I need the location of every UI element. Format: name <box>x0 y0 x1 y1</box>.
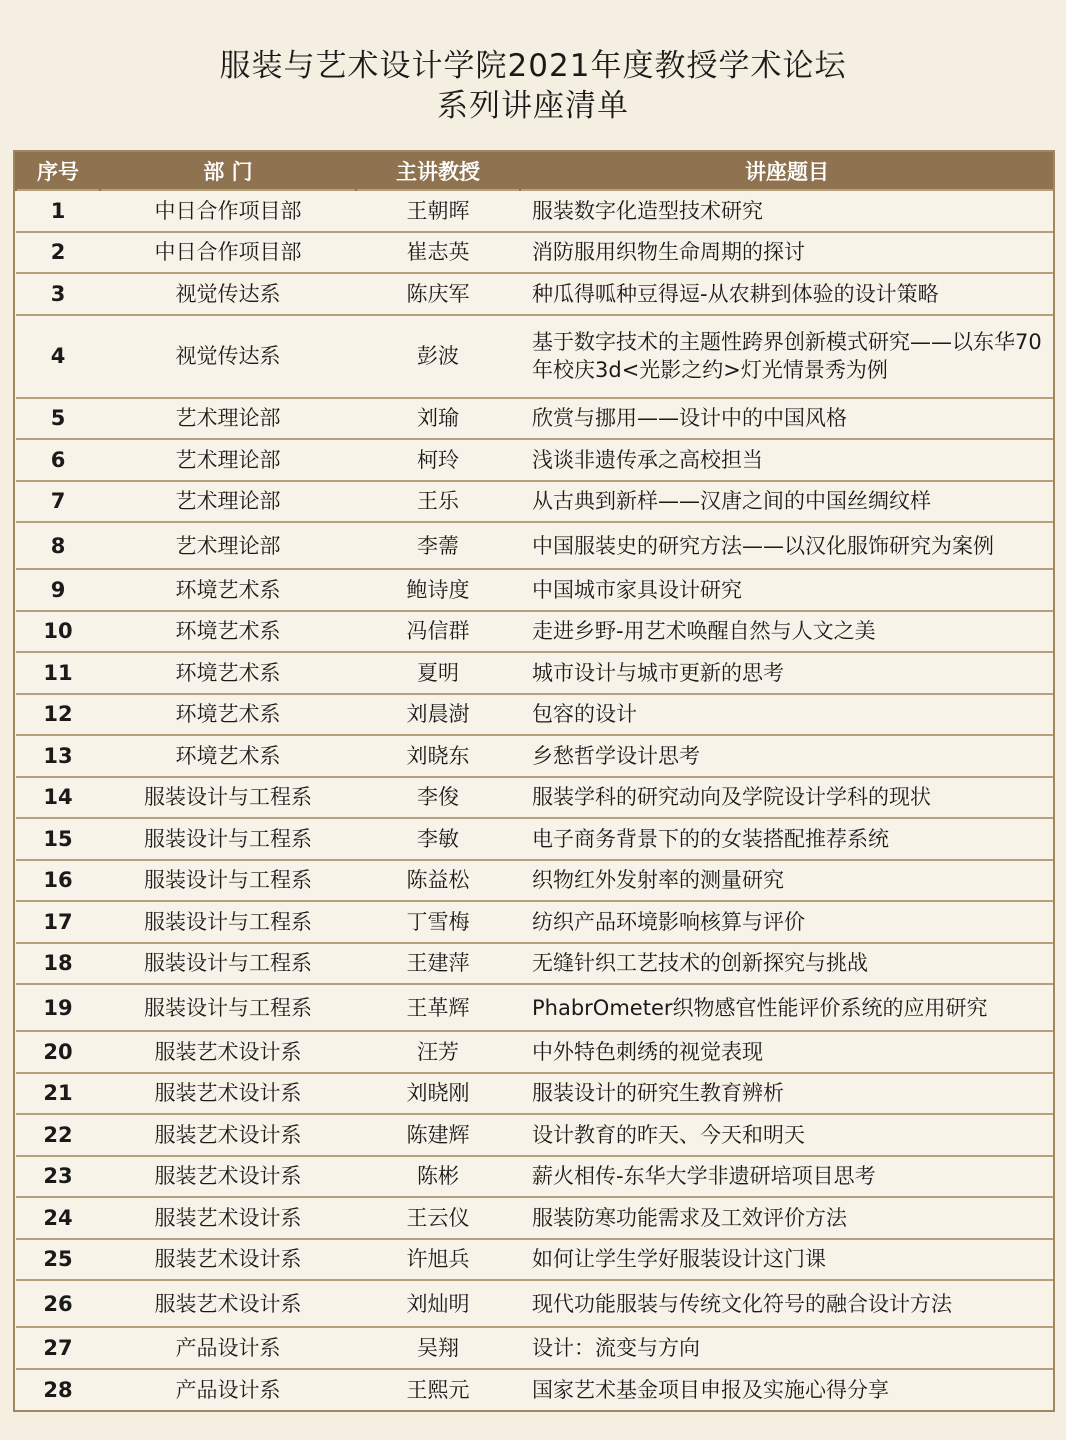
row-topic: 设计：流变与方向 <box>520 1327 1053 1369</box>
row-index: 23 <box>16 1156 100 1198</box>
table-row <box>16 652 1053 694</box>
row-professor: 刘灿明 <box>356 1280 520 1327</box>
row-department: 环境艺术系 <box>100 611 356 653</box>
row-professor: 陈益松 <box>356 860 520 902</box>
row-department: 服装艺术设计系 <box>100 1156 356 1198</box>
table-row <box>16 190 1053 232</box>
row-professor: 李敏 <box>356 818 520 860</box>
row-index: 21 <box>16 1073 100 1115</box>
row-index: 14 <box>16 777 100 819</box>
row-topic: 中国服装史的研究方法——以汉化服饰研究为案例 <box>520 522 1053 569</box>
row-topic: 如何让学生学好服装设计这门课 <box>520 1239 1053 1281</box>
row-department: 中日合作项目部 <box>100 232 356 274</box>
table-row <box>16 1239 1053 1281</box>
row-professor: 王革辉 <box>356 984 520 1031</box>
row-topic: 电子商务背景下的的女装搭配推荐系统 <box>520 818 1053 860</box>
table-row <box>16 860 1053 902</box>
row-professor: 李薷 <box>356 522 520 569</box>
row-department: 服装艺术设计系 <box>100 1239 356 1281</box>
row-index: 25 <box>16 1239 100 1281</box>
row-department: 环境艺术系 <box>100 652 356 694</box>
row-professor: 刘晨澍 <box>356 694 520 736</box>
header-department: 部 门 <box>100 152 356 190</box>
row-index: 4 <box>16 315 100 398</box>
row-professor: 吴翔 <box>356 1327 520 1369</box>
title-line-1: 服装与艺术设计学院2021年度教授学术论坛 <box>219 48 847 84</box>
header-index: 序号 <box>16 152 100 190</box>
row-department: 艺术理论部 <box>100 522 356 569</box>
table-row <box>16 901 1053 943</box>
row-index: 1 <box>16 190 100 232</box>
row-department: 产品设计系 <box>100 1327 356 1369</box>
row-topic: 纺织产品环境影响核算与评价 <box>520 901 1053 943</box>
row-topic: 浅谈非遗传承之高校担当 <box>520 439 1053 481</box>
row-index: 16 <box>16 860 100 902</box>
row-professor: 王熙元 <box>356 1369 520 1411</box>
table-row <box>16 1031 1053 1073</box>
row-index: 2 <box>16 232 100 274</box>
row-department: 服装设计与工程系 <box>100 777 356 819</box>
row-department: 艺术理论部 <box>100 439 356 481</box>
row-index: 10 <box>16 611 100 653</box>
row-index: 15 <box>16 818 100 860</box>
row-topic: 服装数字化造型技术研究 <box>520 190 1053 232</box>
table-row <box>16 777 1053 819</box>
table-row <box>16 1073 1053 1115</box>
title-line-2: 系列讲座清单 <box>437 88 629 124</box>
table-row <box>16 694 1053 736</box>
table-row <box>16 984 1053 1031</box>
row-topic: 种瓜得呱种豆得逗-从农耕到体验的设计策略 <box>520 273 1053 315</box>
row-index: 5 <box>16 398 100 440</box>
row-department: 服装艺术设计系 <box>100 1280 356 1327</box>
row-professor: 王云仪 <box>356 1197 520 1239</box>
row-professor: 彭波 <box>356 315 520 398</box>
row-professor: 李俊 <box>356 777 520 819</box>
row-topic: 服装设计的研究生教育辨析 <box>520 1073 1053 1115</box>
row-professor: 王建萍 <box>356 943 520 985</box>
row-professor: 王朝晖 <box>356 190 520 232</box>
row-topic: 消防服用织物生命周期的探讨 <box>520 232 1053 274</box>
row-index: 8 <box>16 522 100 569</box>
row-topic: 无缝针织工艺技术的创新探究与挑战 <box>520 943 1053 985</box>
table-row <box>16 735 1053 777</box>
row-index: 6 <box>16 439 100 481</box>
row-topic: 国家艺术基金项目申报及实施心得分享 <box>520 1369 1053 1411</box>
table-row <box>16 818 1053 860</box>
row-professor: 夏明 <box>356 652 520 694</box>
row-department: 服装设计与工程系 <box>100 860 356 902</box>
row-professor: 鲍诗度 <box>356 569 520 611</box>
row-topic: 欣赏与挪用——设计中的中国风格 <box>520 398 1053 440</box>
row-topic: 现代功能服装与传统文化符号的融合设计方法 <box>520 1280 1053 1327</box>
row-department: 服装艺术设计系 <box>100 1073 356 1115</box>
row-topic: 走进乡野-用艺术唤醒自然与人文之美 <box>520 611 1053 653</box>
row-index: 13 <box>16 735 100 777</box>
row-department: 服装艺术设计系 <box>100 1031 356 1073</box>
table-row <box>16 943 1053 985</box>
row-topic: 中外特色刺绣的视觉表现 <box>520 1031 1053 1073</box>
row-professor: 汪芳 <box>356 1031 520 1073</box>
row-department: 服装设计与工程系 <box>100 901 356 943</box>
table-row <box>16 1114 1053 1156</box>
document-title <box>0 46 1066 126</box>
row-index: 28 <box>16 1369 100 1411</box>
row-index: 7 <box>16 481 100 523</box>
row-topic: 中国城市家具设计研究 <box>520 569 1053 611</box>
row-index: 24 <box>16 1197 100 1239</box>
row-topic: 薪火相传-东华大学非遗研培项目思考 <box>520 1156 1053 1198</box>
row-department: 产品设计系 <box>100 1369 356 1411</box>
row-department: 视觉传达系 <box>100 273 356 315</box>
table-row <box>16 273 1053 315</box>
table-row <box>16 569 1053 611</box>
table-row <box>16 1369 1053 1411</box>
header-professor: 主讲教授 <box>356 152 520 190</box>
row-professor: 冯信群 <box>356 611 520 653</box>
row-professor: 刘晓刚 <box>356 1073 520 1115</box>
row-index: 27 <box>16 1327 100 1369</box>
table-header-row <box>16 152 1053 190</box>
table-row <box>16 1197 1053 1239</box>
row-department: 服装艺术设计系 <box>100 1114 356 1156</box>
row-topic: 设计教育的昨天、今天和明天 <box>520 1114 1053 1156</box>
row-department: 服装设计与工程系 <box>100 943 356 985</box>
row-index: 19 <box>16 984 100 1031</box>
row-topic: 服装防寒功能需求及工效评价方法 <box>520 1197 1053 1239</box>
row-professor: 王乐 <box>356 481 520 523</box>
header-topic: 讲座题目 <box>520 152 1053 190</box>
row-topic: 基于数字技术的主题性跨界创新模式研究——以东华70年校庆3d<光影之约>灯光情景秀为例 <box>520 315 1053 398</box>
row-professor: 柯玲 <box>356 439 520 481</box>
row-department: 环境艺术系 <box>100 735 356 777</box>
table-row <box>16 315 1053 398</box>
row-topic: 织物红外发射率的测量研究 <box>520 860 1053 902</box>
row-topic: 城市设计与城市更新的思考 <box>520 652 1053 694</box>
row-topic: 包容的设计 <box>520 694 1053 736</box>
row-topic: 从古典到新样——汉唐之间的中国丝绸纹样 <box>520 481 1053 523</box>
row-department: 视觉传达系 <box>100 315 356 398</box>
lecture-table <box>15 152 1053 1410</box>
table-row <box>16 481 1053 523</box>
row-index: 11 <box>16 652 100 694</box>
table-row <box>16 439 1053 481</box>
row-topic: PhabrOmeter织物感官性能评价系统的应用研究 <box>520 984 1053 1031</box>
row-professor: 陈庆军 <box>356 273 520 315</box>
row-index: 26 <box>16 1280 100 1327</box>
table-row <box>16 1156 1053 1198</box>
table-body <box>16 190 1053 1410</box>
table-row <box>16 611 1053 653</box>
row-professor: 许旭兵 <box>356 1239 520 1281</box>
row-index: 22 <box>16 1114 100 1156</box>
lecture-table-container <box>13 150 1055 1412</box>
row-department: 服装设计与工程系 <box>100 818 356 860</box>
row-department: 环境艺术系 <box>100 569 356 611</box>
row-index: 12 <box>16 694 100 736</box>
row-department: 中日合作项目部 <box>100 190 356 232</box>
row-index: 9 <box>16 569 100 611</box>
row-professor: 陈彬 <box>356 1156 520 1198</box>
row-index: 18 <box>16 943 100 985</box>
row-professor: 刘瑜 <box>356 398 520 440</box>
row-department: 服装艺术设计系 <box>100 1197 356 1239</box>
row-department: 服装设计与工程系 <box>100 984 356 1031</box>
row-department: 环境艺术系 <box>100 694 356 736</box>
row-professor: 陈建辉 <box>356 1114 520 1156</box>
table-row <box>16 1327 1053 1369</box>
row-topic: 乡愁哲学设计思考 <box>520 735 1053 777</box>
row-department: 艺术理论部 <box>100 398 356 440</box>
table-row <box>16 232 1053 274</box>
row-professor: 刘晓东 <box>356 735 520 777</box>
row-professor: 崔志英 <box>356 232 520 274</box>
table-row <box>16 398 1053 440</box>
row-index: 3 <box>16 273 100 315</box>
row-index: 20 <box>16 1031 100 1073</box>
table-row <box>16 1280 1053 1327</box>
table-row <box>16 522 1053 569</box>
row-index: 17 <box>16 901 100 943</box>
row-department: 艺术理论部 <box>100 481 356 523</box>
row-professor: 丁雪梅 <box>356 901 520 943</box>
row-topic: 服装学科的研究动向及学院设计学科的现状 <box>520 777 1053 819</box>
